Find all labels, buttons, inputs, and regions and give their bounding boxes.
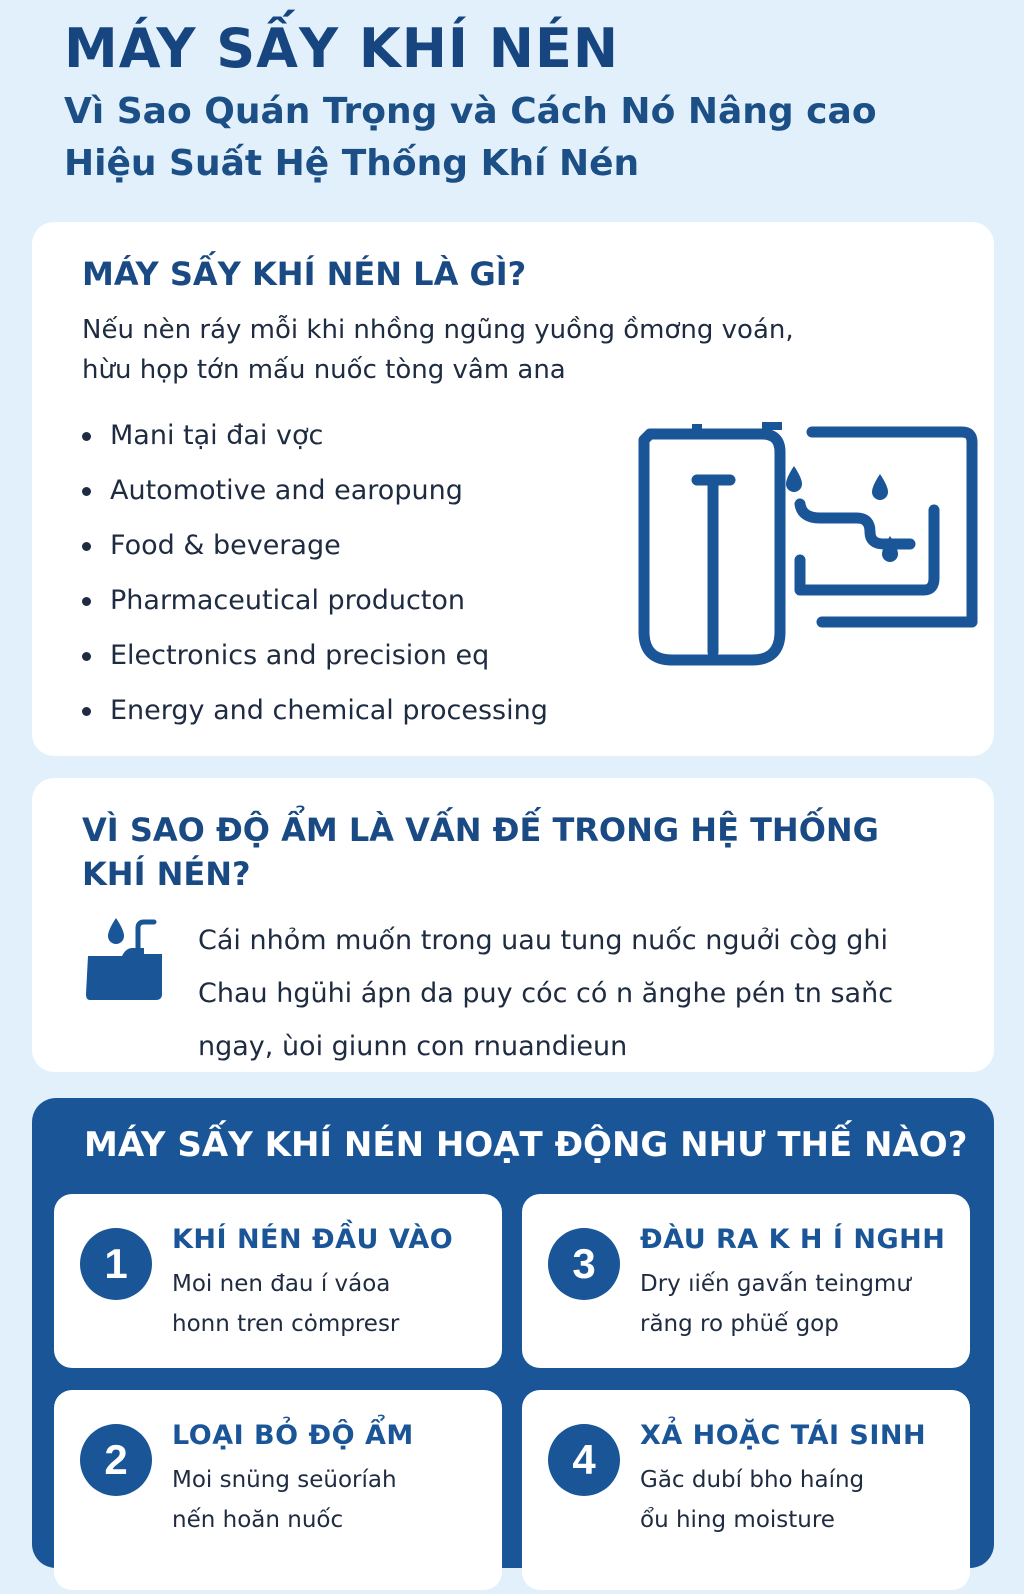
humidity-text-line-2: Chau hgühi ápn da puy cóc có n ănghe pén tn saňc	[198, 978, 894, 1009]
what-is-intro-line-1: Nếu nèn ráy mỗi khi nhồng ngũng yuồng ồmơng voán,	[82, 315, 794, 345]
what-is-intro-line-2: hừu họp tớn mấu nuốc tòng vâm ana	[82, 355, 566, 385]
list-item: Automotive and earopung	[82, 463, 944, 518]
what-is-card	[32, 222, 994, 756]
how-it-works-panel	[32, 1098, 994, 1568]
step-description	[640, 1460, 950, 1540]
step-number-badge: 2	[80, 1424, 152, 1496]
page-subtitle	[64, 86, 984, 190]
steps-grid	[54, 1194, 972, 1594]
page-header	[64, 18, 984, 190]
list-item: Energy and chemical processing	[82, 683, 944, 738]
step-description-line: răng ro phüế gop	[640, 1311, 839, 1337]
water-drop-tank-icon	[82, 914, 172, 1004]
step-card-1	[54, 1194, 502, 1368]
subtitle-line-1: Vì Sao Quán Trọng và Cách Nó Nâng cao	[64, 91, 877, 132]
step-description-line: Moi nen đau í váoa	[172, 1271, 391, 1297]
step-description-line: Dry ıiến ɡavấn teingmư	[640, 1271, 911, 1297]
list-item: Food & beverage	[82, 518, 944, 573]
step-description	[172, 1460, 482, 1540]
humidity-text	[198, 914, 918, 1073]
step-card-4	[522, 1390, 970, 1590]
air-dryer-tank-icon	[632, 422, 982, 672]
step-description-line: ổu hing moisture	[640, 1507, 835, 1533]
list-item: Pharmaceutical producton	[82, 573, 944, 628]
humidity-heading: VÌ SAO ĐỘ ẨM LÀ VẤN ĐẾ TRONG HỆ THỐNG KHÍ NÉN?	[82, 811, 879, 893]
step-title: ĐÀU RA K H Í NGHH	[640, 1224, 946, 1255]
page-title: MÁY SẤY KHÍ NÉN	[64, 17, 620, 80]
subtitle-line-2: Hiệu Suất Hệ Thống Khí Nén	[64, 143, 640, 184]
step-title: XẢ HOẶC TÁI SINH	[640, 1420, 927, 1451]
what-is-intro	[82, 310, 902, 390]
how-it-works-heading: MÁY SẤY KHÍ NÉN HOẠT ĐỘNG NHƯ THẾ NÀO?	[84, 1125, 968, 1165]
step-card-2	[54, 1390, 502, 1590]
step-description-line: nến hoăn nuốc	[172, 1507, 344, 1533]
list-item: Electronics and precision eq	[82, 628, 944, 683]
step-description	[640, 1264, 950, 1344]
step-description-line: honn tren cȯmpresr	[172, 1311, 400, 1337]
step-number-badge: 1	[80, 1228, 152, 1300]
humidity-text-line-1: Cái nhỏm muốn trong uau tung nuốc nguởi còg ghi	[198, 925, 889, 956]
humidity-card	[32, 778, 994, 1072]
humidity-content	[82, 914, 944, 1073]
step-description	[172, 1264, 482, 1344]
step-number-badge: 4	[548, 1424, 620, 1496]
step-title: LOẠI BỎ ĐỘ ẨM	[172, 1420, 414, 1451]
step-title: KHÍ NÉN ĐẦU VÀO	[172, 1224, 454, 1255]
step-number-badge: 3	[548, 1228, 620, 1300]
step-description-line: Găc dubí bho haíng	[640, 1467, 865, 1493]
step-card-3	[522, 1194, 970, 1368]
humidity-text-line-3: ngay, ùoi giunn con rnuandieun	[198, 1031, 628, 1062]
step-description-line: Moi snüng seüoríah	[172, 1467, 397, 1493]
what-is-heading: MÁY SẤY KHÍ NÉN LÀ GÌ?	[82, 255, 527, 293]
list-item: Mani tại đai vợc	[82, 408, 944, 463]
